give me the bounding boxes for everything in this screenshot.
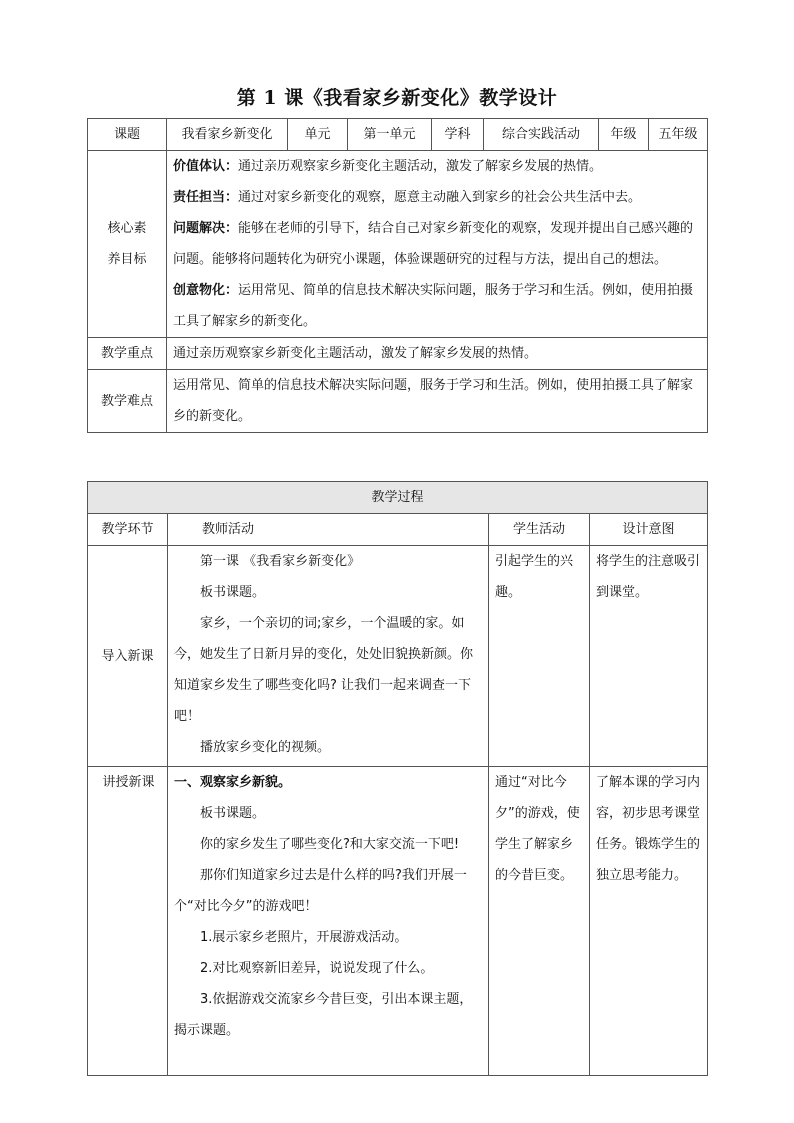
header-stage: 教学环节: [88, 514, 168, 546]
core-literacy-row: [88, 151, 708, 338]
difficulty-text: 运用常见、简单的信息技术解决实际问题，服务于学习和生活。例如，使用拍摄工具了解家乡的新变化。: [167, 370, 708, 433]
process-title: 教学过程: [88, 482, 708, 514]
unit-value: 第一单元: [348, 119, 432, 151]
process-table: [87, 481, 708, 1076]
key-point-text: 通过亲历观察家乡新变化主题活动，激发了解家乡发展的热情。: [167, 338, 708, 370]
design-intent-intro: 将学生的注意吸引到课堂。: [590, 546, 708, 767]
core-item-problem-solving: 问题解决：能够在老师的引导下，结合自己对家乡新变化的观察，发现并提出自己感兴趣的问题。能够将问题转化为研究小课题，体验课题研究的过程与方法，提出自己的想法。: [173, 221, 694, 267]
core-item-responsibility: 责任担当：通过对家乡新变化的观察，愿意主动融入到家乡的社会公共生活中去。: [173, 190, 642, 205]
topic-label: 课题: [88, 119, 167, 151]
key-point-row: [88, 338, 708, 370]
topic-value: 我看家乡新变化: [167, 119, 288, 151]
student-activity-intro: 引起学生的兴趣。: [489, 546, 590, 767]
core-literacy-content: [167, 151, 708, 338]
design-intent-new: 了解本课的学习内容，初步思考课堂任务。锻炼学生的独立思考能力。: [590, 767, 708, 1076]
core-literacy-label: [88, 151, 167, 338]
teacher-activity-new: 一、观察家乡新貌。 板书课题。 你的家乡发生了哪些变化?和大家交流一下吧! 那你们知道家乡过去是什么样的吗?我们开展一个“对比今夕”的游戏吧！ 1.展示家乡老照片，开展游戏活动。 2.对比观察新旧差异，说说发现了什么。 3.依据游戏交流家乡今昔巨变，引出本课主题，揭示课题。: [168, 767, 489, 1076]
process-header-row: [88, 514, 708, 546]
info-table: [87, 118, 708, 433]
unit-label: 单元: [288, 119, 348, 151]
core-label-line2: 养目标: [107, 252, 147, 267]
grade-value: 五年级: [649, 119, 708, 151]
difficulty-label: 教学难点: [88, 370, 167, 433]
stage-intro: 导入新课: [88, 546, 168, 767]
core-item-value: 价值体认：通过亲历观察家乡新变化主题活动，激发了解家乡发展的热情。: [173, 159, 603, 174]
table-row: [88, 546, 708, 767]
header-intent: 设计意图: [590, 514, 708, 546]
key-point-label: 教学重点: [88, 338, 167, 370]
subject-label: 学科: [432, 119, 484, 151]
student-activity-new: 通过“对比今夕”的游戏，使学生了解家乡的今昔巨变。: [489, 767, 590, 1076]
section-heading: 一、观察家乡新貌。: [174, 775, 292, 790]
page-title: 第 1 课《我看家乡新变化》教学设计: [236, 87, 558, 109]
core-item-creative: 创意物化：运用常见、简单的信息技术解决实际问题，服务于学习和生活。例如，使用拍摄工具了解家乡的新变化。: [173, 283, 694, 329]
stage-new-lesson: 讲授新课: [88, 767, 168, 1076]
process-title-row: [88, 482, 708, 514]
difficulty-row: [88, 370, 708, 433]
grade-label: 年级: [599, 119, 649, 151]
info-row: [88, 119, 708, 151]
teacher-activity-intro: 第一课 《我看家乡新变化》 板书课题。 家乡，一个亲切的词;家乡，一个温暖的家。如今，她发生了日新月异的变化，处处旧貌换新颜。你知道家乡发生了哪些变化吗? 让我们一起来调查一下吧！ 播放家乡变化的视频。: [168, 546, 489, 767]
header-student: 学生活动: [489, 514, 590, 546]
core-label-line1: 核心素: [107, 221, 147, 236]
table-row: [88, 767, 708, 1076]
header-teacher: 教师活动: [168, 514, 489, 546]
subject-value: 综合实践活动: [484, 119, 599, 151]
